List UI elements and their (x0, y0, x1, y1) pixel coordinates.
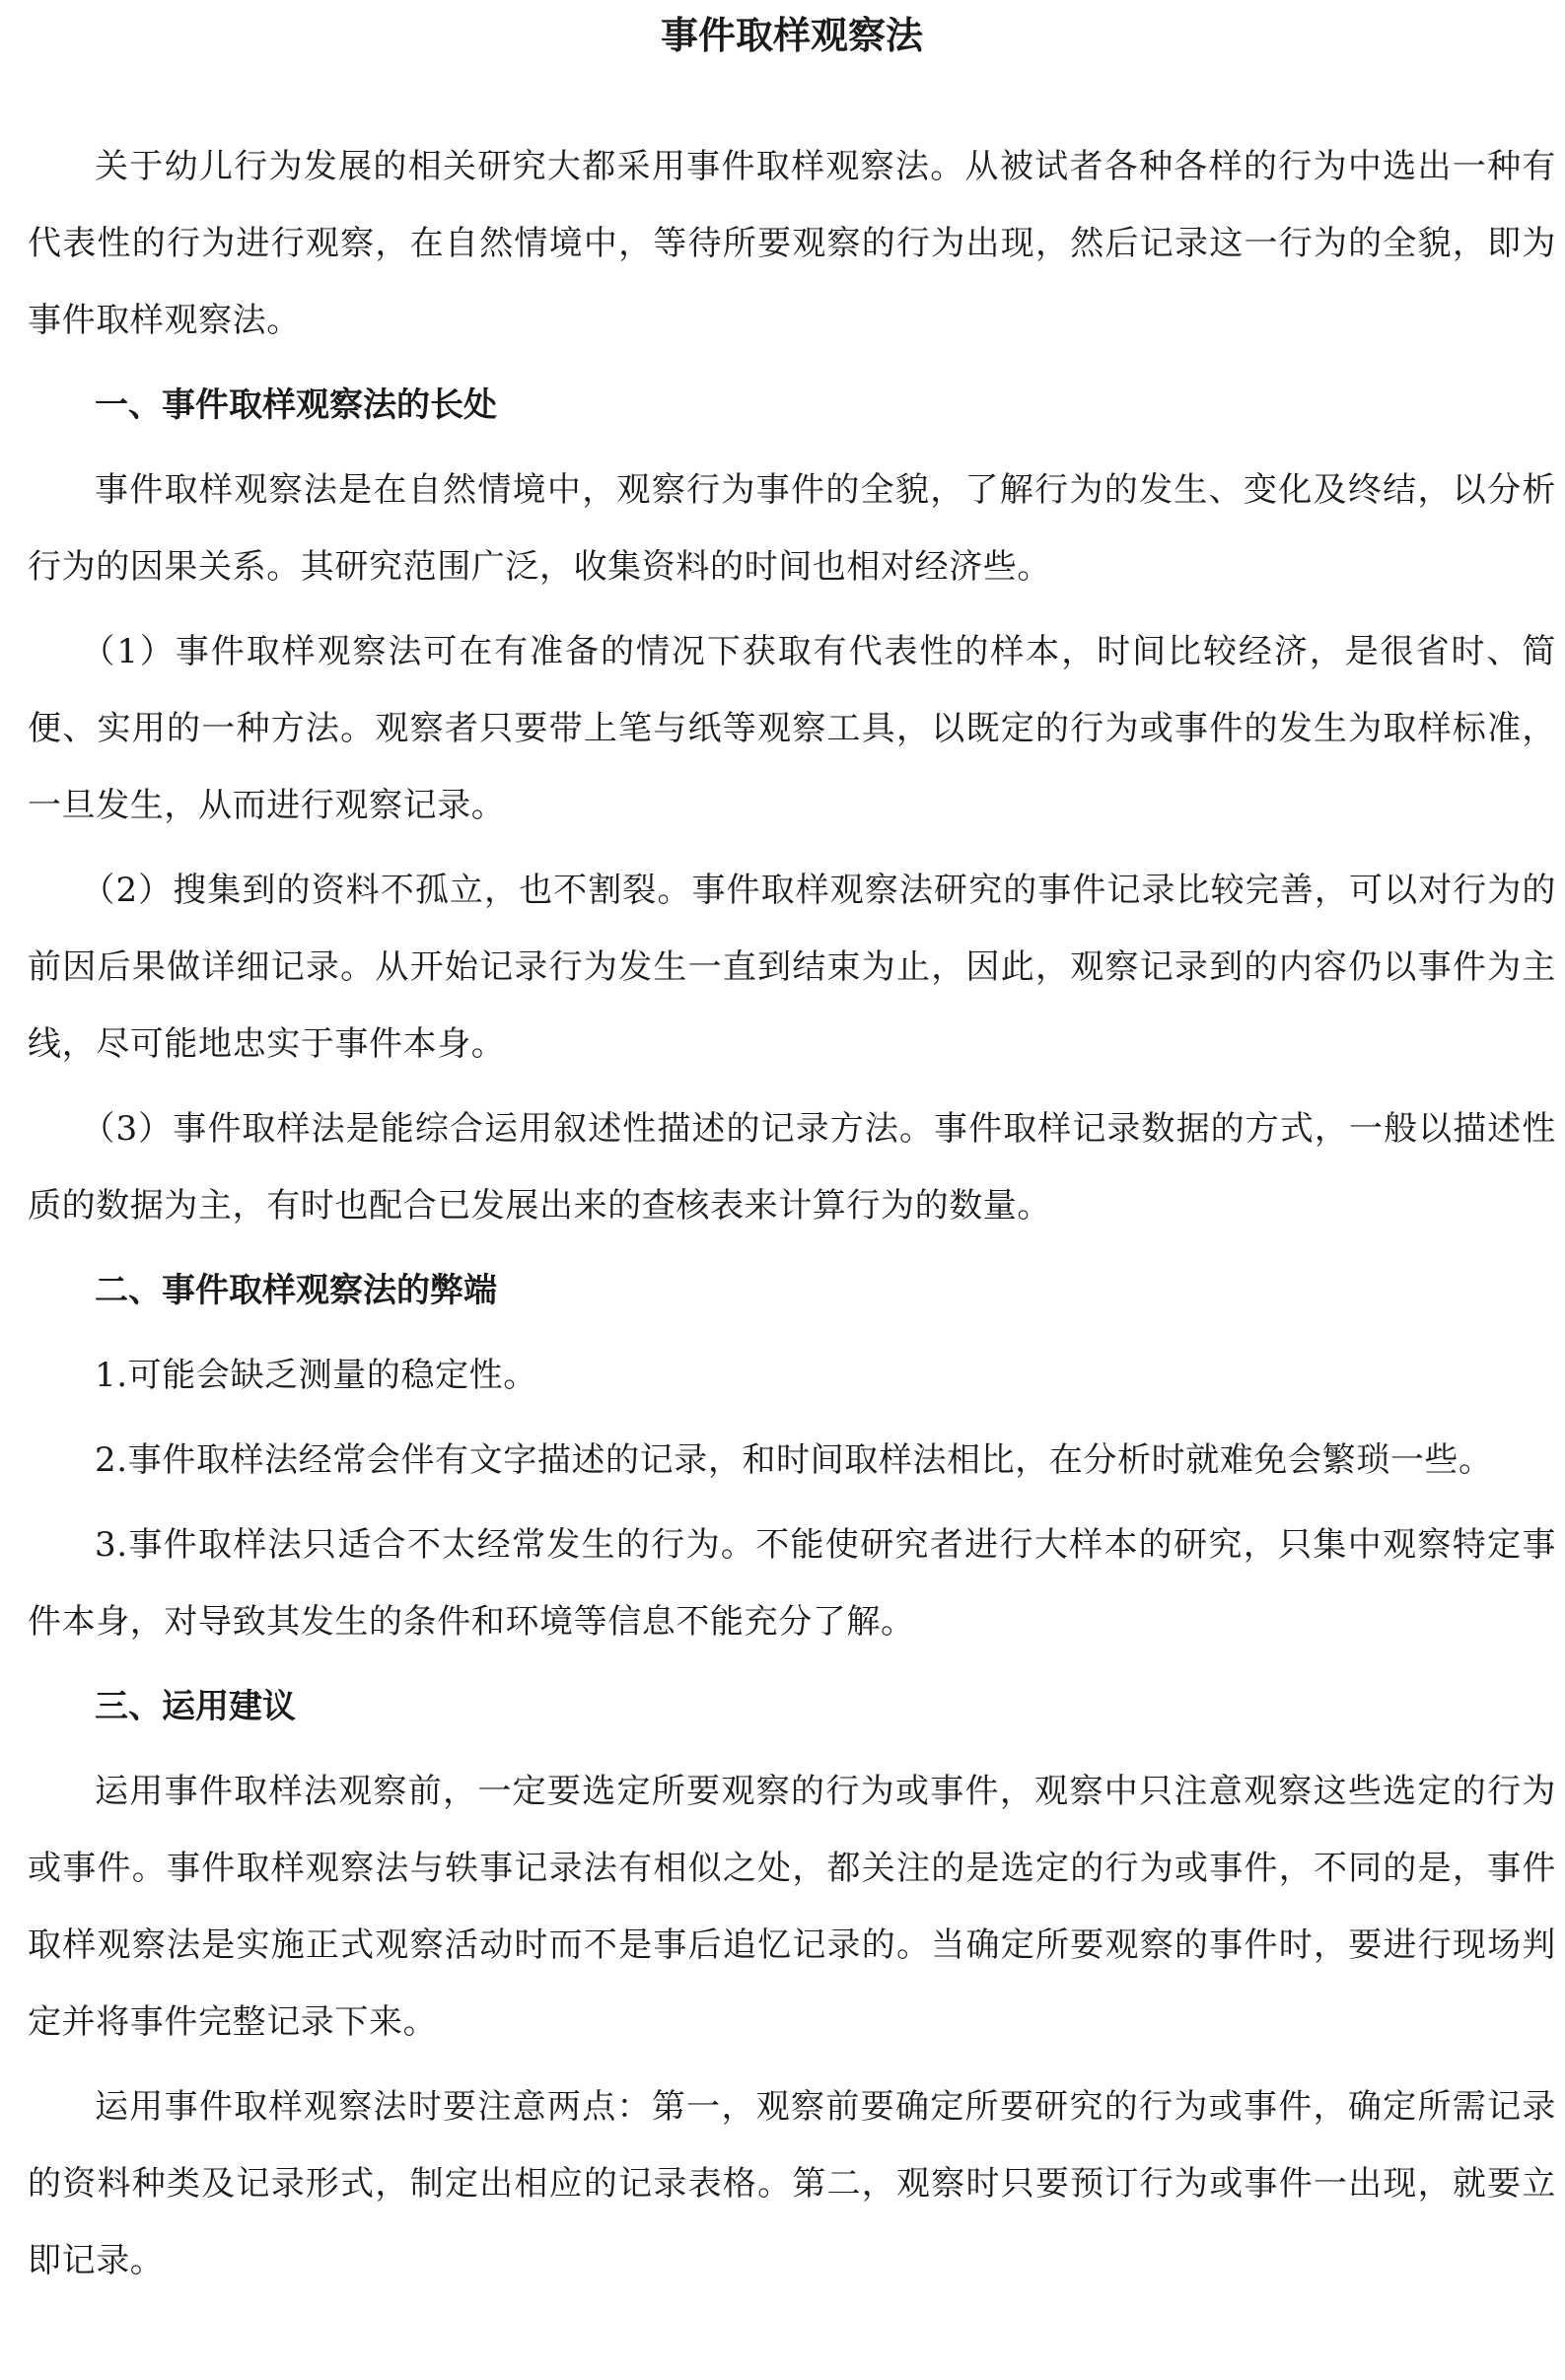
suggestion-paragraph-2: 运用事件取样观察法时要注意两点：第一，观察前要确定所要研究的行为或事件，确定所需记录的资料种类及记录形式，制定出相应的记录表格。第二，观察时只要预订行为或事件一出现，就要立即记录。 (28, 2087, 1556, 2280)
disadvantage-item-2: 2.事件取样法经常会伴有文字描述的记录，和时间取样法相比，在分析时就难免会繁琐一些。 (95, 1440, 1493, 1480)
advantages-paragraph: 事件取样观察法是在自然情境中，观察行为事件的全貌，了解行为的发生、变化及终结，以分析行为的因果关系。其研究范围广泛，收集资料的时间也相对经济些。 (28, 470, 1556, 587)
advantage-item-1: （1）事件取样观察法可在有准备的情况下获取有代表性的样本，时间比较经济，是很省时、简便、实用的一种方法。观察者只要带上笔与纸等观察工具，以既定的行为或事件的发生为取样标准，一旦发生，从而进行观察记录。 (28, 632, 1556, 825)
section-heading-suggestions: 三、运用建议 (95, 1687, 296, 1726)
section-heading-advantages: 一、事件取样观察法的长处 (95, 385, 497, 425)
disadvantage-item-3: 3.事件取样法只适合不太经常发生的行为。不能使研究者进行大样本的研究，只集中观察特定事件本身，对导致其发生的条件和环境等信息不能充分了解。 (28, 1525, 1556, 1642)
intro-paragraph: 关于幼儿行为发展的相关研究大都采用事件取样观察法。从被试者各种各样的行为中选出一种有代表性的行为进行观察，在自然情境中，等待所要观察的行为出现，然后记录这一行为的全貌，即为事件取样观察法。 (28, 147, 1556, 340)
section-heading-disadvantages: 二、事件取样观察法的弊端 (95, 1271, 497, 1310)
suggestion-paragraph-1: 运用事件取样法观察前，一定要选定所要观察的行为或事件，观察中只注意观察这些选定的行为或事件。事件取样观察法与轶事记录法有相似之处，都关注的是选定的行为或事件，不同的是，事件取样观察法是实施正式观察活动时而不是事后追忆记录的。当确定所要观察的事件时，要进行现场判定并将事件完整记录下来。 (28, 1772, 1556, 2042)
document-page (28, 0, 1556, 2307)
disadvantage-item-1: 1.可能会缺乏测量的稳定性。 (95, 1356, 537, 1395)
advantage-item-3: （3）事件取样法是能综合运用叙述性描述的记录方法。事件取样记录数据的方式，一般以描述性质的数据为主，有时也配合已发展出来的查核表来计算行为的数量。 (28, 1109, 1556, 1225)
document-title: 事件取样观察法 (660, 13, 923, 57)
advantage-item-2: （2）搜集到的资料不孤立，也不割裂。事件取样观察法研究的事件记录比较完善，可以对行为的前因后果做详细记录。从开始记录行为发生一直到结束为止，因此，观察记录到的内容仍以事件为主线，尽可能地忠实于事件本身。 (28, 871, 1556, 1064)
